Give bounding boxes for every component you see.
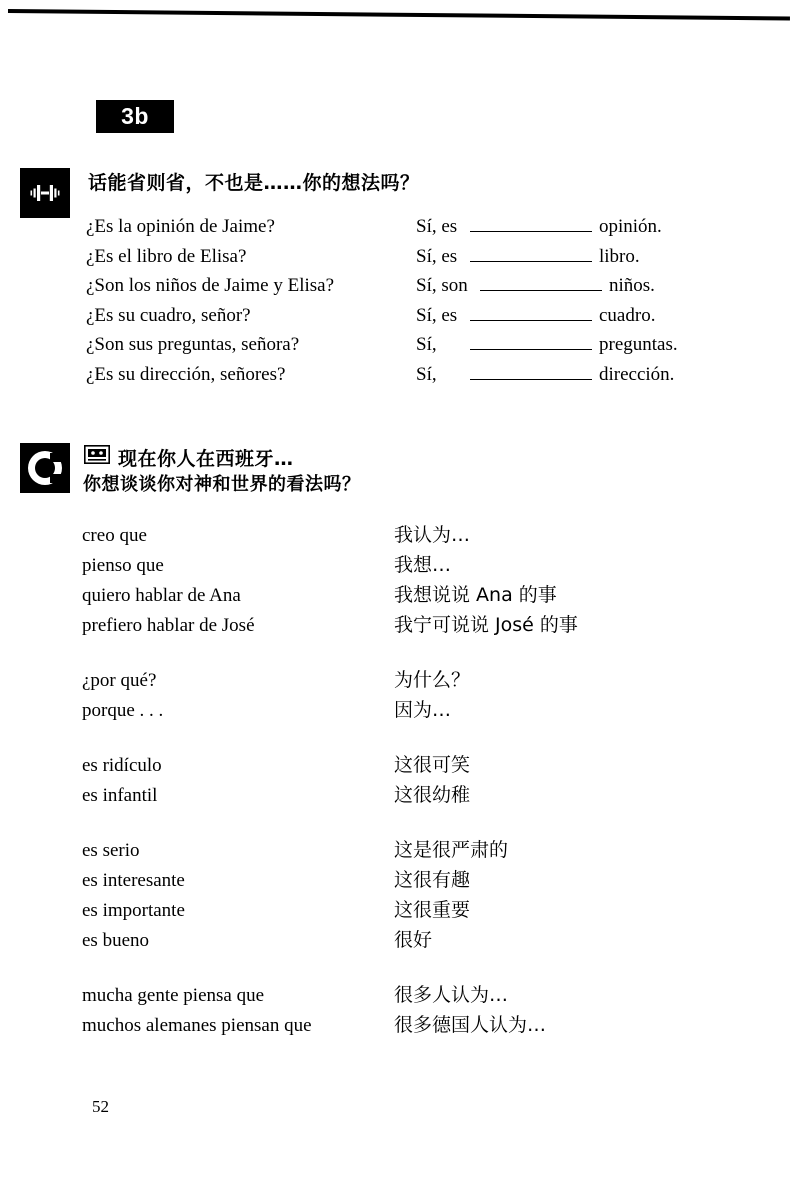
vocabulary-list (82, 520, 762, 1065)
exercise-answer (416, 363, 746, 386)
vocabulary-spanish: ¿por qué? (82, 670, 157, 691)
answer-blank-input[interactable] (470, 304, 592, 321)
vocabulary-spanish: porque . . . (82, 700, 164, 721)
exercise-question: ¿Son sus preguntas, señora? (86, 334, 300, 356)
answer-blank-input[interactable] (480, 274, 602, 291)
vocabulary-row (82, 665, 762, 695)
vocabulary-chinese: 很多德国人认为… (394, 1014, 547, 1036)
exercise-question: ¿Son los niños de Jaime y Elisa? (86, 275, 335, 297)
vocabulary-row (82, 1010, 762, 1040)
exercise-row (86, 215, 746, 245)
exercise-number-tag (96, 100, 174, 133)
vocabulary-chinese: 我想说说 Ana 的事 (394, 584, 557, 606)
page-number: 52 (92, 1097, 109, 1116)
dumbbell-icon (20, 168, 70, 218)
answer-lead: Sí, (416, 363, 437, 385)
vocabulary-row (82, 865, 762, 895)
vocabulary-chinese: 这很可笑 (394, 754, 471, 776)
ring-icon (20, 443, 70, 493)
exercise-row (86, 363, 746, 393)
vocabulary-chinese: 这是很严肃的 (394, 839, 509, 861)
vocabulary-chinese: 我认为… (394, 524, 471, 546)
exercise-question: ¿Es su cuadro, señor? (86, 304, 251, 326)
vocabulary-chinese: 很好 (394, 929, 433, 951)
vocabulary-spanish: quiero hablar de Ana (82, 585, 241, 606)
exercise-question: ¿Es su dirección, señores? (86, 363, 286, 385)
vocabulary-spanish: pienso que (82, 555, 164, 576)
vocabulary-row (82, 780, 762, 810)
vocabulary-spanish: es importante (82, 900, 185, 921)
exercise-answer (416, 333, 746, 356)
vocabulary-chinese: 为什么？ (394, 669, 471, 691)
vocabulary-row (82, 980, 762, 1010)
vocabulary-chinese: 因为… (394, 699, 452, 721)
vocabulary-row (82, 695, 762, 725)
vocabulary-row (82, 610, 762, 640)
exercise-row (86, 245, 746, 275)
answer-lead: Sí, es (416, 304, 458, 326)
vocabulary-group (82, 665, 762, 725)
cassette-icon (84, 445, 110, 469)
vocabulary-row (82, 895, 762, 925)
section2-heading: 现在你人在西班牙… (118, 448, 294, 470)
vocabulary-spanish: prefiero hablar de José (82, 615, 255, 636)
answer-tail: cuadro. (599, 304, 656, 326)
answer-lead: Sí, son (416, 275, 468, 297)
fill-in-the-blank-exercise (86, 215, 746, 392)
answer-blank-input[interactable] (470, 363, 592, 380)
section1-heading: 话能省则省，不也是……你的想法吗？ (88, 172, 420, 194)
answer-blank-input[interactable] (470, 245, 592, 262)
vocabulary-spanish: es ridículo (82, 755, 162, 776)
vocabulary-chinese: 这很幼稚 (394, 784, 471, 806)
vocabulary-row (82, 750, 762, 780)
vocabulary-spanish: es infantil (82, 785, 158, 806)
vocabulary-row (82, 835, 762, 865)
answer-tail: opinión. (599, 216, 662, 238)
vocabulary-spanish: es bueno (82, 930, 150, 951)
exercise-row (86, 274, 746, 304)
exercise-question: ¿Es el libro de Elisa? (86, 245, 247, 267)
exercise-number-label: 3b (121, 102, 149, 129)
vocabulary-row (82, 925, 762, 955)
scan-edge-artifact (8, 9, 790, 21)
answer-tail: dirección. (599, 363, 675, 385)
exercise-row (86, 304, 746, 334)
vocabulary-chinese: 我想… (394, 554, 452, 576)
vocabulary-chinese: 很多人认为… (394, 984, 509, 1006)
answer-tail: preguntas. (599, 334, 678, 356)
vocabulary-group (82, 835, 762, 955)
answer-lead: Sí, es (416, 216, 458, 238)
vocabulary-spanish: es interesante (82, 870, 185, 891)
exercise-answer (416, 274, 746, 297)
answer-tail: niños. (609, 275, 655, 297)
exercise-row (86, 333, 746, 363)
answer-lead: Sí, es (416, 245, 458, 267)
vocabulary-group (82, 520, 762, 640)
exercise-answer (416, 304, 746, 327)
vocabulary-group (82, 750, 762, 810)
answer-blank-input[interactable] (470, 333, 592, 350)
vocabulary-chinese: 这很重要 (394, 899, 471, 921)
exercise-question: ¿Es la opinión de Jaime? (86, 216, 275, 238)
vocabulary-row (82, 580, 762, 610)
vocabulary-chinese: 我宁可说说 José 的事 (394, 614, 578, 636)
vocabulary-spanish: muchos alemanes piensan que (82, 1015, 312, 1036)
vocabulary-group (82, 980, 762, 1040)
vocabulary-spanish: mucha gente piensa que (82, 985, 265, 1006)
vocabulary-spanish: es serio (82, 840, 140, 861)
vocabulary-chinese: 这很有趣 (394, 869, 471, 891)
answer-lead: Sí, (416, 334, 437, 356)
answer-tail: libro. (599, 245, 640, 267)
section2-subheading: 你想谈谈你对神和世界的看法吗？ (83, 474, 361, 495)
vocabulary-spanish: creo que (82, 525, 147, 546)
exercise-answer (416, 245, 746, 268)
answer-blank-input[interactable] (470, 215, 592, 232)
exercise-answer (416, 215, 746, 238)
vocabulary-row (82, 550, 762, 580)
vocabulary-row (82, 520, 762, 550)
